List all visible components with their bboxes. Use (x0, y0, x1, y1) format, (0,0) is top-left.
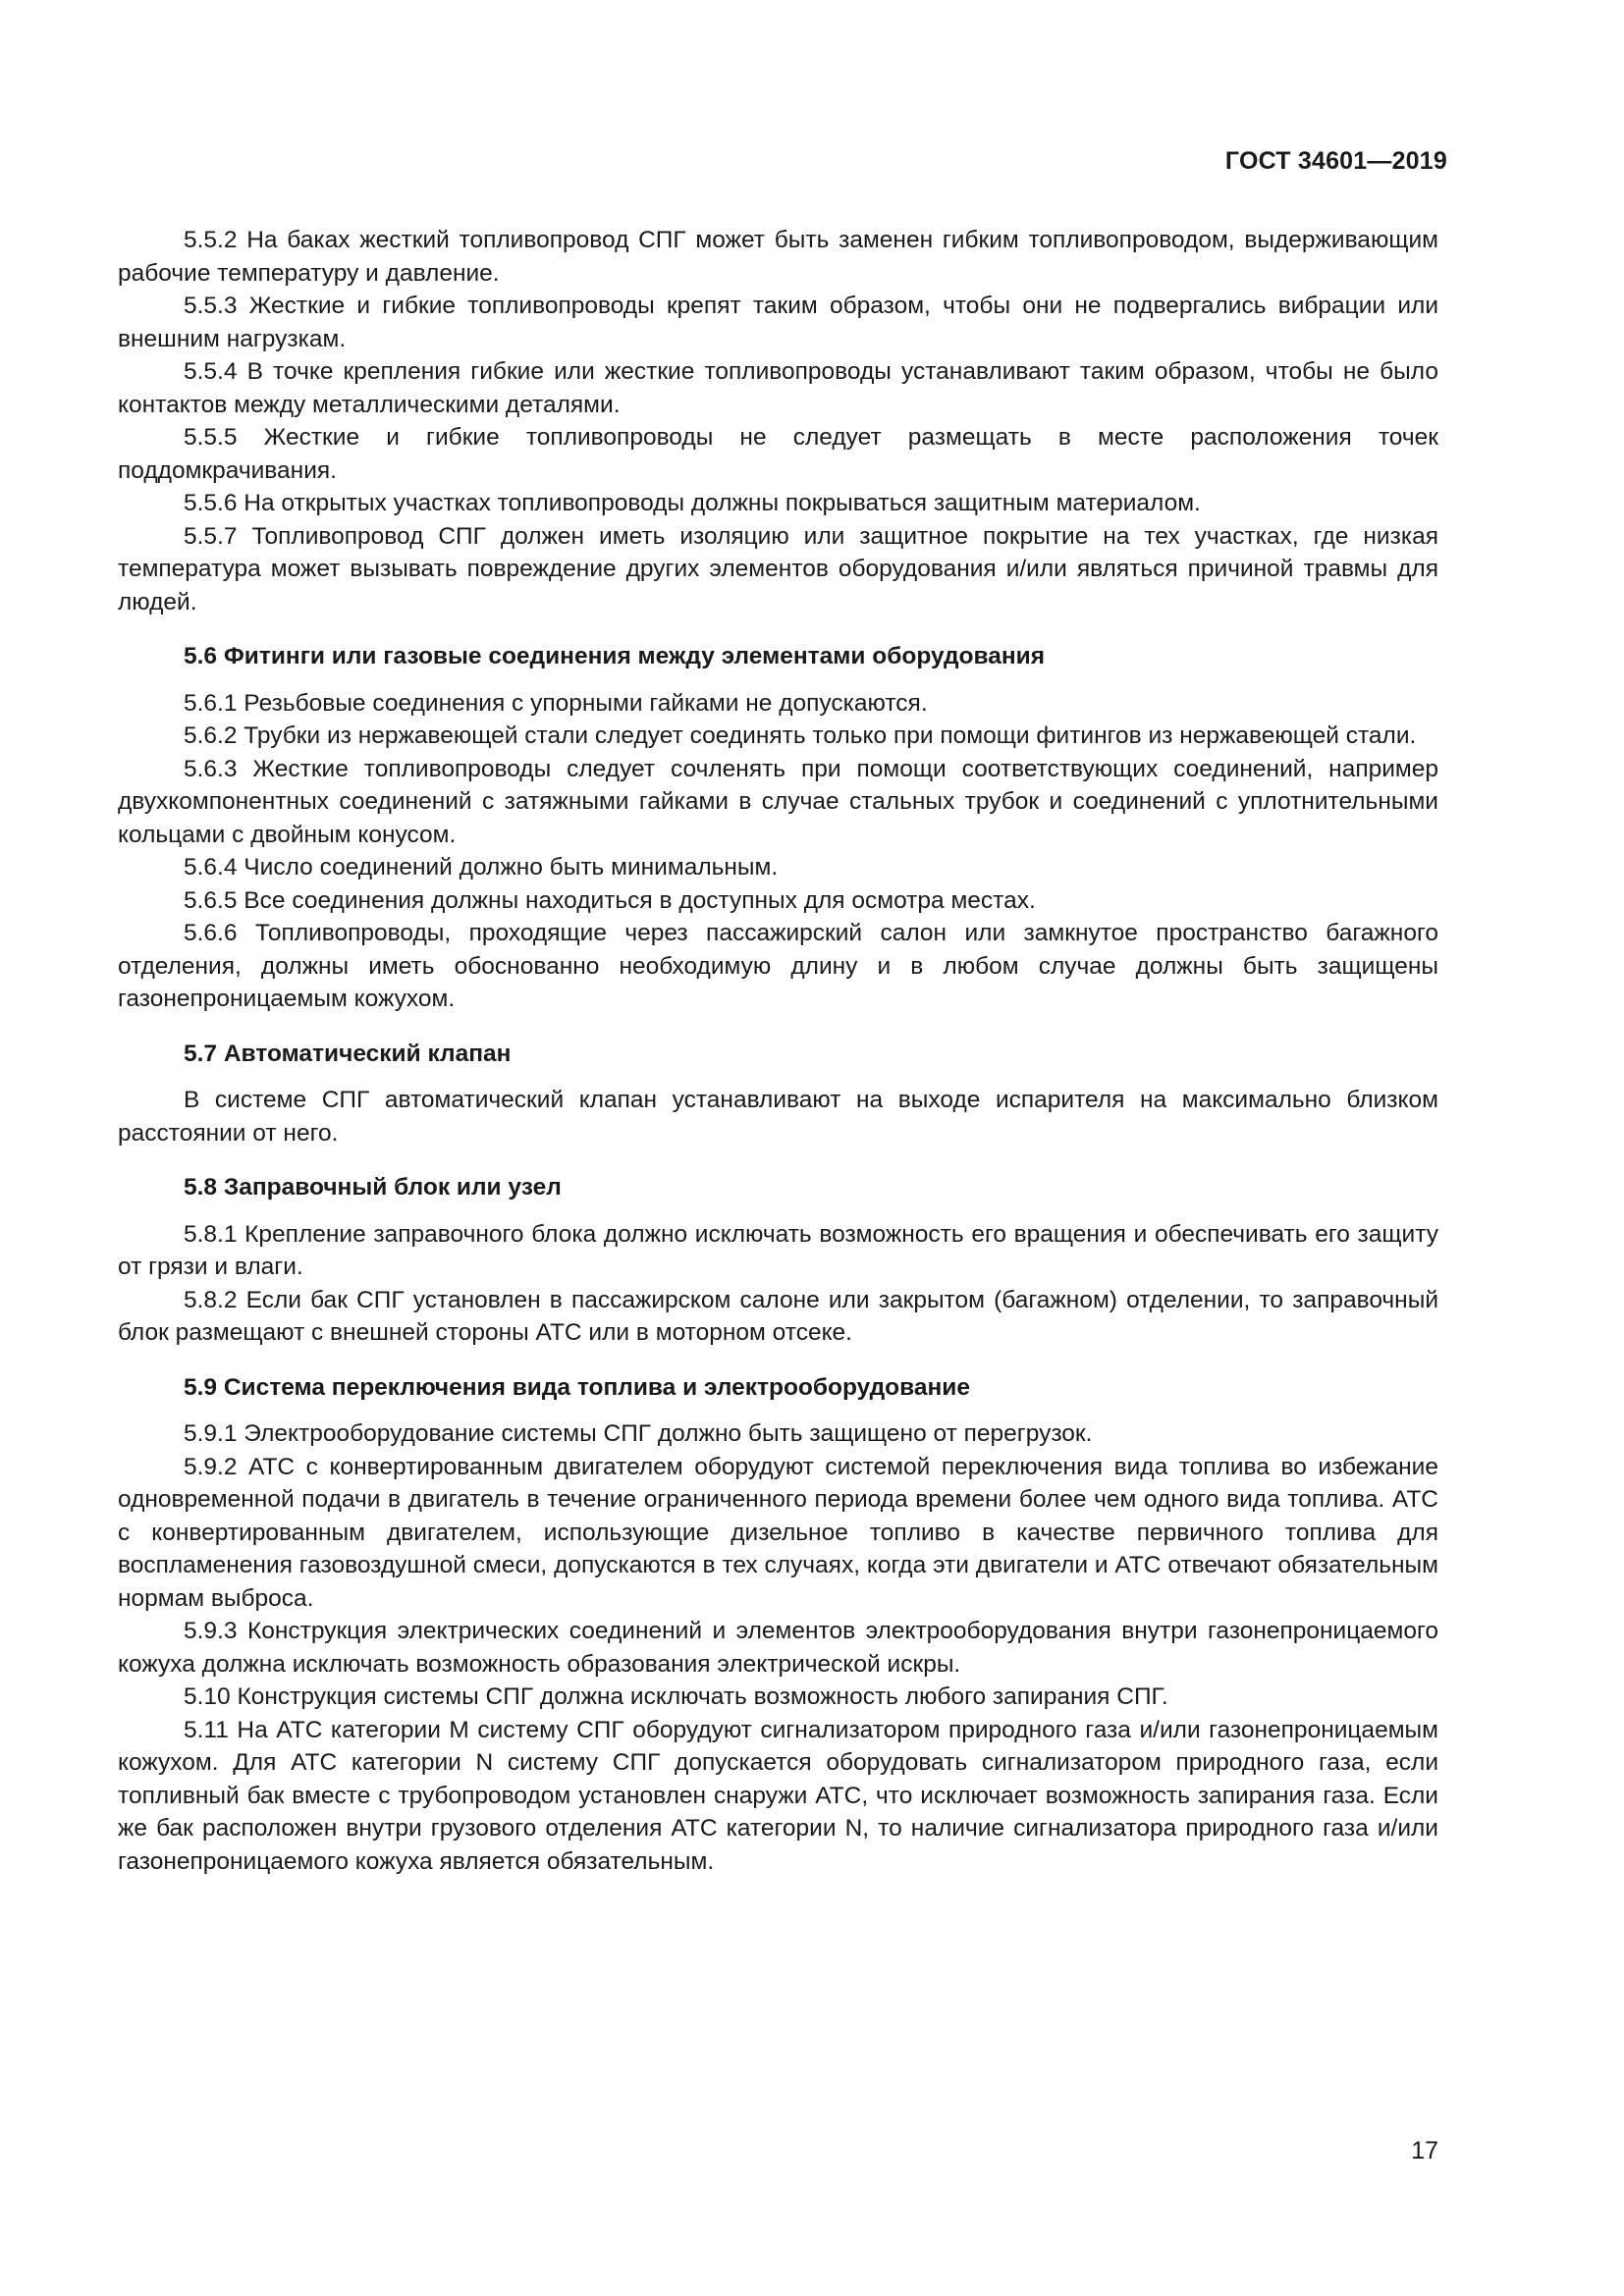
paragraph-5-5-3: 5.5.3 Жесткие и гибкие топливопроводы крепят таким образом, чтобы они не подвергались вибрации или внешним нагрузкам. (118, 293, 1438, 352)
paragraph-5-5-5: 5.5.5 Жесткие и гибкие топливопроводы не следует размещать в месте расположения точек поддомкрачивания. (118, 424, 1438, 484)
paragraph-5-6-3: 5.6.3 Жесткие топливопроводы следует сочленять при помощи соответствующих соединений, например двухкомпонентных соединений с затяжными гайками в случае стальных трубок и соединений с уплотнительными кольцами с двойным конусом. (118, 755, 1438, 848)
paragraph-5-9-2: 5.9.2 АТС с конвертированным двигателем оборудуют системой переключения вида топлива во избежание одновременной подачи в двигатель в течение ограниченного периода времени более чем одного вида топлива. АТС с конвертированным двигателем, использующие дизельное топливо в качестве первичного топлива для воспламенения газовоздушной смеси, допускаются в тех случаях, когда эти двигатели и АТС отвечают обязательным нормам выброса. (118, 1453, 1438, 1612)
paragraph-5-9-3: 5.9.3 Конструкция электрических соединений и элементов электрооборудования внутри газонепроницаемого кожуха должна исключать возможность образования электрической искры. (118, 1618, 1438, 1678)
paragraph-5-6-5: 5.6.5 Все соединения должны находиться в доступных для осмотра местах. (184, 886, 1036, 914)
document-id-header: ГОСТ 34601—2019 (1224, 147, 1447, 175)
document-body (118, 224, 1438, 1878)
paragraph-5-8-2: 5.8.2 Если бак СПГ установлен в пассажирском салоне или закрытом (багажном) отделении, то заправочный блок размещают с внешней стороны АТС или в моторном отсеке. (118, 1286, 1438, 1346)
paragraph-5-7: В системе СПГ автоматический клапан устанавливают на выходе испарителя на максимально близком расстоянии от него. (118, 1087, 1438, 1147)
paragraph-5-8-1: 5.8.1 Крепление заправочного блока должно исключать возможность его вращения и обеспечивать его защиту от грязи и влаги. (118, 1220, 1438, 1280)
section-heading-5-8: 5.8 Заправочный блок или узел (184, 1174, 562, 1201)
section-heading-5-9: 5.9 Система переключения вида топлива и электрооборудование (184, 1373, 970, 1401)
paragraph-5-6-1: 5.6.1 Резьбовые соединения с упорными гайками не допускаются. (184, 689, 928, 717)
paragraph-5-5-7: 5.5.7 Топливопровод СПГ должен иметь изоляцию или защитное покрытие на тех участках, где низкая температура может вызывать повреждение других элементов оборудования и/или являться причиной травмы для людей. (118, 522, 1438, 615)
paragraph-5-6-4: 5.6.4 Число соединений должно быть минимальным. (184, 854, 779, 881)
paragraph-5-5-4: 5.5.4 В точке крепления гибкие или жесткие топливопроводы устанавливают таким образом, чтобы не было контактов между металлическими деталями. (118, 358, 1438, 418)
paragraph-5-10: 5.10 Конструкция системы СПГ должна исключать возможность любого запирания СПГ. (184, 1683, 1168, 1710)
paragraph-5-9-1: 5.9.1 Электрооборудование системы СПГ должно быть защищено от перегрузок. (184, 1420, 1093, 1447)
paragraph-5-11: 5.11 На АТС категории М систему СПГ оборудуют сигнализатором природного газа и/или газонепроницаемым кожухом. Для АТС категории N систему СПГ допускается оборудовать сигнализатором природного газа, если топливный бак вместе с трубопроводом установлен снаружи АТС, что исключает возможность запирания газа. Если же бак расположен внутри грузового отделения АТС категории N, то наличие сигнализатора природного газа и/или газонепроницаемого кожуха является обязательным. (118, 1716, 1438, 1875)
section-heading-5-7: 5.7 Автоматический клапан (184, 1040, 512, 1067)
paragraph-5-5-2: 5.5.2 На баках жесткий топливопровод СПГ может быть заменен гибким топливопроводом, выдерживающим рабочие температуру и давление. (118, 227, 1438, 287)
paragraph-5-6-2: 5.6.2 Трубки из нержавеющей стали следует соединять только при помощи фитингов из нержавеющей стали. (184, 722, 1417, 749)
paragraph-5-6-6: 5.6.6 Топливопроводы, проходящие через пассажирский салон или замкнутое пространство багажного отделения, должны иметь обоснованно необходимую длину и в любом случае должны быть защищены газонепроницаемым кожухом. (118, 920, 1438, 1012)
section-heading-5-6: 5.6 Фитинги или газовые соединения между элементами оборудования (184, 643, 1046, 669)
page-number: 17 (1411, 2137, 1438, 2164)
paragraph-5-5-6: 5.5.6 На открытых участках топливопроводы должны покрываться защитным материалом. (184, 490, 1201, 516)
